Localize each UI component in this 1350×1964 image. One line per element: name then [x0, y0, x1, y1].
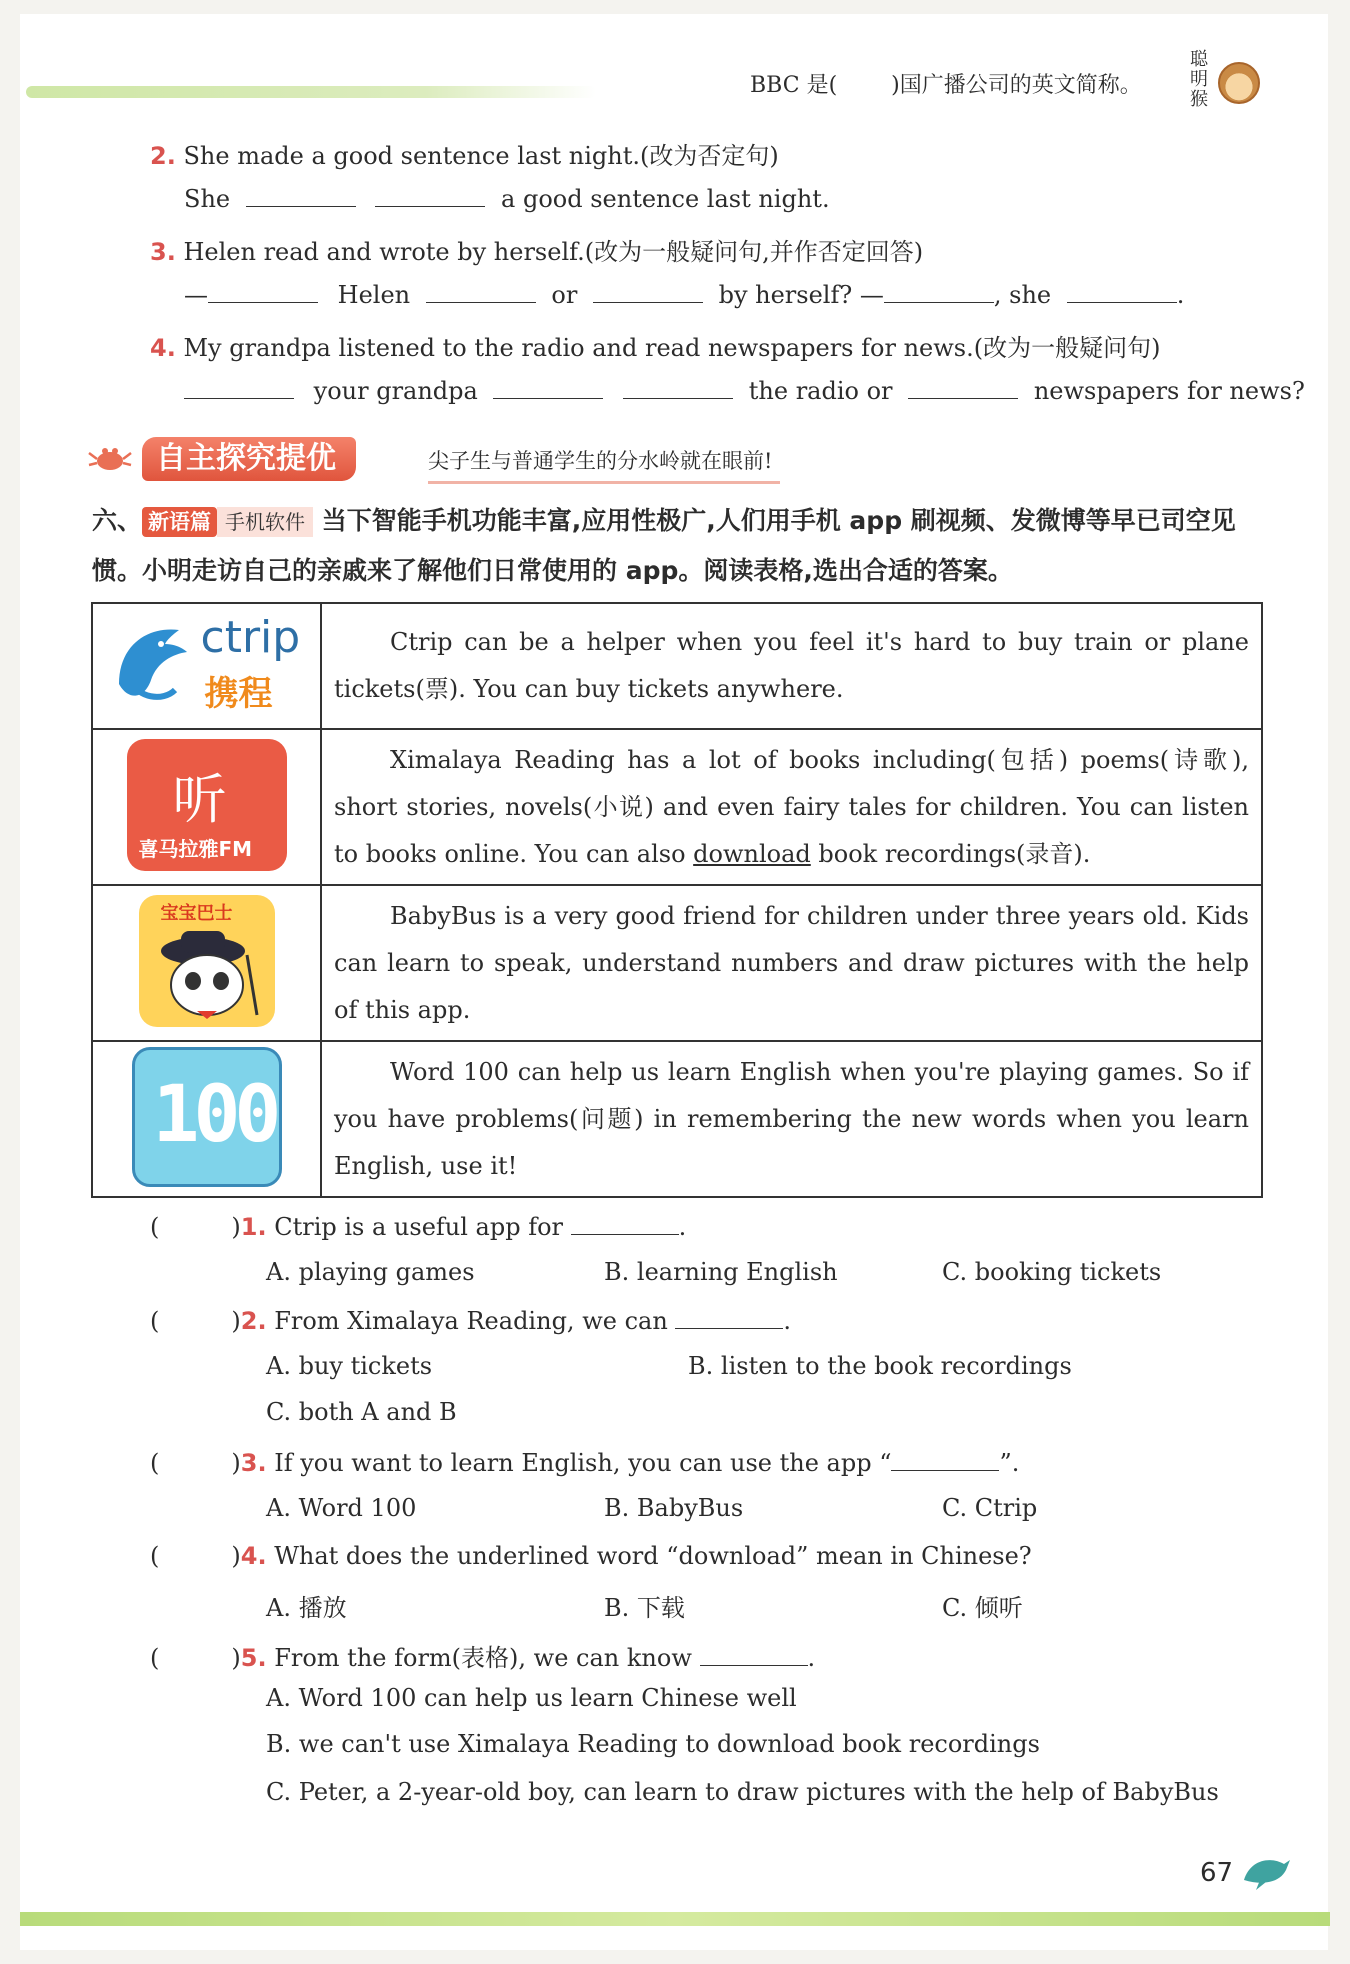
banner-title: 自主探究提优	[142, 437, 356, 481]
option-c[interactable]: C. Ctrip	[942, 1494, 1038, 1522]
babybus-logo-cell	[92, 885, 321, 1041]
word100-description: Word 100 can help us learn English when you're playing games. So if you have problems(问题) in remembering the new words when you learn English, use it!	[321, 1041, 1262, 1197]
answer-blank[interactable]	[891, 1448, 999, 1471]
option-c[interactable]: C. booking tickets	[942, 1258, 1162, 1286]
answer-blank[interactable]	[184, 376, 294, 399]
rewrite-q4-answer: your grandpa the radio or newspapers for news?	[184, 376, 1305, 405]
option-c[interactable]: C. Peter, a 2-year-old boy, can learn to draw pictures with the help of BabyBus	[266, 1778, 1219, 1806]
app-table	[91, 602, 1263, 1198]
option-c[interactable]: C. 倾听	[942, 1594, 1023, 1622]
dolphin-footer-icon	[1240, 1850, 1292, 1892]
answer-blank[interactable]	[675, 1306, 783, 1329]
answer-blank[interactable]	[884, 280, 994, 303]
ctrip-logo	[109, 614, 305, 714]
table-row	[92, 603, 1262, 729]
mc-question-3: ( )3. If you want to learn English, you can use the app “ ”.	[150, 1449, 1020, 1477]
rewrite-q3: 3. Helen read and wrote by herself.(改为一般疑问句,并作否定回答)	[150, 238, 924, 266]
answer-blank[interactable]	[493, 376, 603, 399]
rewrite-q2-answer: She a good sentence last night.	[184, 185, 830, 213]
new-text-tag: 新语篇	[142, 507, 217, 537]
mc-question-4: ( )4. What does the underlined word “download” mean in Chinese?	[150, 1542, 1032, 1570]
table-row	[92, 885, 1262, 1041]
rewrite-q4: 4. My grandpa listened to the radio and read newspapers for news.(改为一般疑问句)	[150, 334, 1161, 362]
answer-blank[interactable]	[426, 280, 536, 303]
babybus-description: BabyBus is a very good friend for children under three years old. Kids can learn to speak, understand numbers and draw pictures with the help of this app.	[321, 885, 1262, 1041]
header-stripe	[26, 86, 596, 98]
babybus-wordmark: 宝宝巴士	[160, 903, 233, 924]
rewrite-q2: 2. She made a good sentence last night.(改为否定句)	[150, 142, 779, 170]
panda-icon	[147, 925, 267, 1021]
mc-question-2: ( )2. From Ximalaya Reading, we can .	[150, 1307, 792, 1335]
banner-subtitle: 尖子生与普通学生的分水岭就在眼前!	[428, 445, 780, 484]
crab-icon	[88, 443, 132, 473]
answer-blank[interactable]	[593, 280, 703, 303]
answer-blank[interactable]	[208, 280, 318, 303]
ctrip-wordmark: ctrip	[200, 612, 301, 663]
listen-glyph: 听	[172, 768, 227, 831]
option-a[interactable]: A. Word 100 can help us learn Chinese well	[266, 1684, 797, 1712]
option-a[interactable]: A. Word 100	[266, 1494, 417, 1522]
ctrip-logo-cell	[92, 603, 321, 729]
header-note-suffix: )国广播公司的英文简称。	[891, 73, 1142, 98]
word100-logo	[132, 1047, 282, 1187]
babybus-logo	[139, 895, 275, 1027]
option-c[interactable]: C. both A and B	[266, 1398, 457, 1426]
option-b[interactable]: B. listen to the book recordings	[688, 1352, 1072, 1380]
header-note	[750, 68, 1142, 99]
q6-instruction: 六、 新语篇 手机软件 当下智能手机功能丰富,应用性极广,人们用手机 app 刷视频、发微博等早已司空见惯。小明走访自己的亲戚来了解他们日常使用的 app。阅读表格,选出合适的答案。	[92, 506, 1236, 585]
answer-blank[interactable]	[1067, 280, 1177, 303]
ximalaya-description: Ximalaya Reading has a lot of books including(包括) poems(诗歌), short stories, novels(小说) and even fairy tales for children. You can listen to books online. You can also download book recordings(录音).	[321, 729, 1262, 885]
ctrip-description: Ctrip can be a helper when you feel it's hard to buy train or plane tickets(票). You can buy tickets anywhere.	[321, 603, 1262, 729]
answer-blank[interactable]	[375, 184, 485, 207]
option-b[interactable]: B. BabyBus	[604, 1494, 744, 1522]
answer-blank[interactable]	[700, 1643, 808, 1666]
answer-blank[interactable]	[623, 376, 733, 399]
ximalaya-wordmark: 喜马拉雅FM	[138, 837, 253, 861]
table-row	[92, 729, 1262, 885]
answer-blank[interactable]	[246, 184, 356, 207]
mc-question-1: ( )1. Ctrip is a useful app for .	[150, 1213, 687, 1241]
option-a[interactable]: A. playing games	[266, 1258, 475, 1286]
option-b[interactable]: B. learning English	[604, 1258, 838, 1286]
monkey-icon	[1218, 62, 1260, 104]
mascot-logo	[1190, 50, 1270, 112]
mc-question-5: ( )5. From the form(表格), we can know .	[150, 1644, 816, 1672]
rewrite-q3-answer: — Helen or by herself? — , she .	[184, 281, 1185, 309]
footer-stripe	[20, 1912, 1330, 1926]
option-a[interactable]: A. 播放	[266, 1594, 347, 1622]
topic-tag: 手机软件	[217, 507, 313, 537]
answer-blank[interactable]	[908, 376, 1018, 399]
page-number: 67	[1200, 1858, 1234, 1888]
table-row	[92, 1041, 1262, 1197]
answer-blank[interactable]	[571, 1212, 679, 1235]
header-note-prefix: BBC 是(	[750, 73, 838, 98]
word100-glyph: 100	[152, 1070, 276, 1160]
ctrip-cn-wordmark: 携程	[204, 674, 273, 714]
option-a[interactable]: A. buy tickets	[266, 1352, 433, 1380]
word100-logo-cell	[92, 1041, 321, 1197]
ximalaya-logo-cell	[92, 729, 321, 885]
ximalaya-logo	[127, 739, 287, 871]
download-underlined: download	[693, 839, 811, 868]
mascot-label: 聪明猴	[1190, 49, 1208, 110]
option-b[interactable]: B. we can't use Ximalaya Reading to download book recordings	[266, 1730, 1040, 1758]
option-b[interactable]: B. 下载	[604, 1594, 685, 1622]
